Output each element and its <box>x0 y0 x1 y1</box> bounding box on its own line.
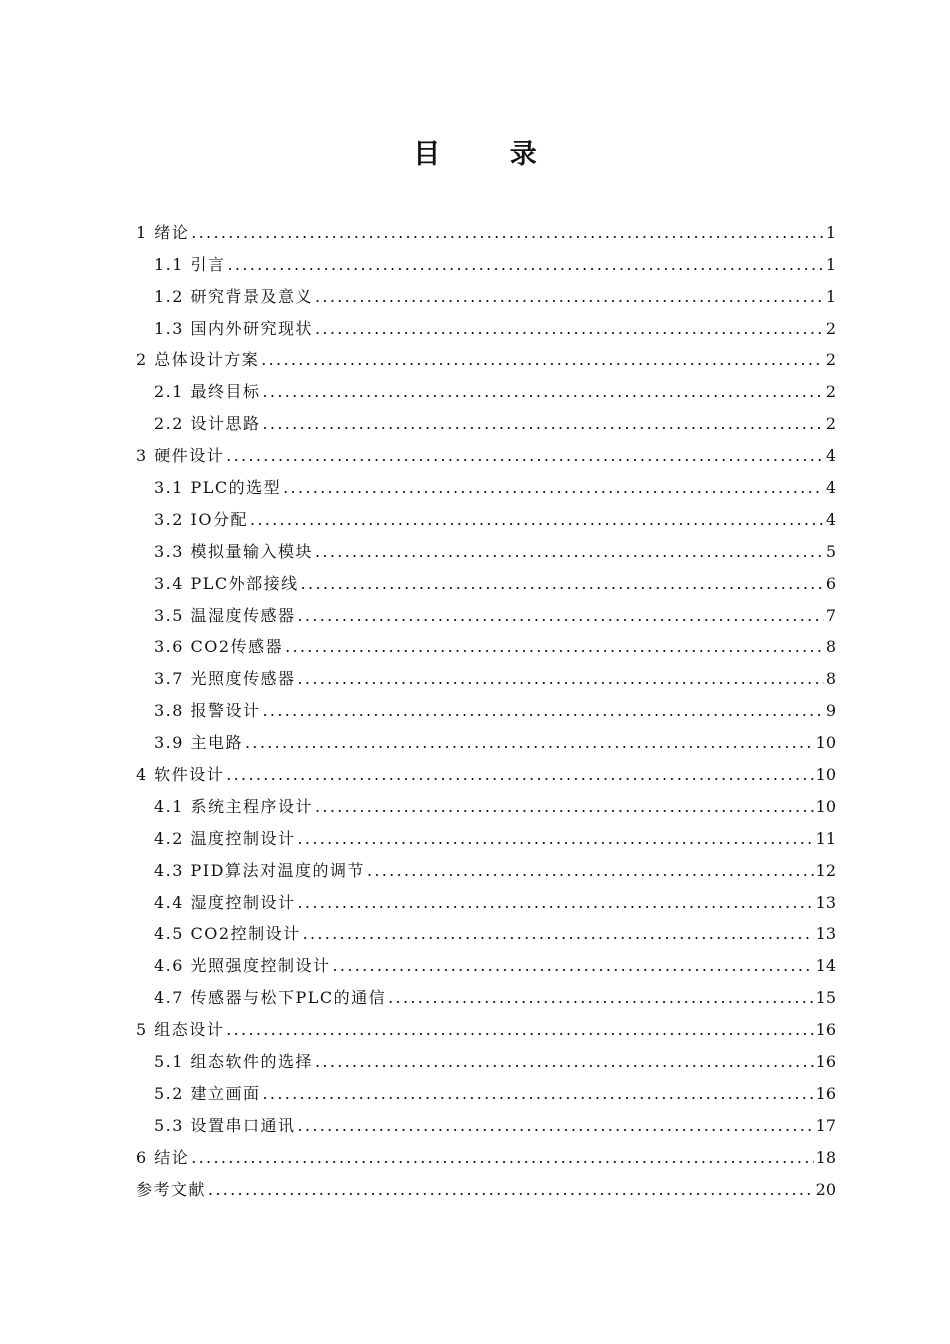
toc-entry-page: 4 <box>825 446 836 466</box>
toc-entry-page: 7 <box>825 605 836 625</box>
toc-leader-dots <box>301 576 824 592</box>
toc-entry-label: 3.7 光照度传感器 <box>154 669 296 689</box>
toc-entry-page: 20 <box>815 1179 836 1199</box>
toc-entry[interactable] <box>136 917 836 949</box>
toc-entry[interactable] <box>136 566 836 598</box>
toc-entry-label: 3.9 主电路 <box>154 733 244 753</box>
toc-entry-page: 6 <box>825 573 836 593</box>
toc-entry-label: 1.1 引言 <box>154 254 226 274</box>
toc-entry[interactable] <box>136 279 836 311</box>
toc-leader-dots <box>333 958 814 974</box>
toc-entry-label: 3.5 温湿度传感器 <box>154 605 296 625</box>
toc-entry-label: 5 组态设计 <box>136 1020 225 1040</box>
toc-leader-dots <box>315 544 824 560</box>
toc-entry[interactable] <box>136 470 836 502</box>
toc-entry-label: 4.1 系统主程序设计 <box>154 796 314 816</box>
toc-entry-label: 4.5 CO2控制设计 <box>154 924 301 944</box>
toc-entry-label: 4.3 PID算法对温度的调节 <box>154 860 365 880</box>
toc-entry-page: 10 <box>815 733 836 753</box>
toc-entry-label: 1 绪论 <box>136 222 190 242</box>
toc-entry-page: 8 <box>825 637 836 657</box>
toc-entry-label: 3.2 IO分配 <box>154 509 248 529</box>
toc-entry-page: 13 <box>815 924 836 944</box>
toc-leader-dots <box>315 289 824 305</box>
toc-entry-label: 4.7 传感器与松下PLC的通信 <box>154 988 387 1008</box>
toc-leader-dots <box>298 1118 814 1134</box>
toc-entry-page: 16 <box>815 1020 836 1040</box>
toc-leader-dots <box>208 1182 814 1198</box>
toc-title: 目 录 <box>413 139 567 170</box>
toc-entry-label: 3.3 模拟量输入模块 <box>154 541 314 561</box>
toc-entry-page: 16 <box>815 1052 836 1072</box>
toc-entry[interactable] <box>136 406 836 438</box>
toc-entry[interactable] <box>136 1172 836 1204</box>
toc-entry[interactable] <box>136 1044 836 1076</box>
toc-entry-label: 4 软件设计 <box>136 765 225 785</box>
toc-entry[interactable] <box>136 374 836 406</box>
toc-entry-page: 15 <box>815 988 836 1008</box>
toc-entry-label: 3.4 PLC外部接线 <box>154 573 299 593</box>
toc-entry[interactable] <box>136 1140 836 1172</box>
toc-entry-label: 5.1 组态软件的选择 <box>154 1052 314 1072</box>
toc-entry[interactable] <box>136 1076 836 1108</box>
toc-entry[interactable] <box>136 980 836 1012</box>
toc-entry-page: 11 <box>815 828 836 848</box>
toc-leader-dots <box>250 512 824 528</box>
toc-leader-dots <box>226 767 813 783</box>
toc-leader-dots <box>298 831 814 847</box>
toc-entry-label: 1.3 国内外研究现状 <box>154 318 314 338</box>
toc-leader-dots <box>283 480 824 496</box>
toc-leader-dots <box>263 416 824 432</box>
toc-entry-page: 1 <box>825 222 836 242</box>
toc-entry-page: 4 <box>825 509 836 529</box>
toc-entry[interactable] <box>136 630 836 662</box>
toc-entry-label: 4.4 湿度控制设计 <box>154 892 296 912</box>
toc-leader-dots <box>226 1022 813 1038</box>
toc-leader-dots <box>298 608 824 624</box>
toc-leader-dots <box>263 703 824 719</box>
toc-entry-page: 9 <box>825 701 836 721</box>
toc-entry-page: 14 <box>815 956 836 976</box>
toc-entry[interactable] <box>136 1012 836 1044</box>
toc-entry[interactable] <box>136 343 836 375</box>
toc-entry-label: 2.2 设计思路 <box>154 414 261 434</box>
toc-entry-label: 参考文献 <box>136 1179 207 1199</box>
toc-entry[interactable] <box>136 534 836 566</box>
toc-entry-page: 1 <box>825 286 836 306</box>
toc-leader-dots <box>226 448 824 464</box>
toc-entry-page: 2 <box>825 414 836 434</box>
toc-leader-dots <box>388 990 813 1006</box>
toc-leader-dots <box>263 384 824 400</box>
toc-entry[interactable] <box>136 885 836 917</box>
toc-entry[interactable] <box>136 821 836 853</box>
toc-entry-label: 5.3 设置串口通讯 <box>154 1115 296 1135</box>
toc-entry-page: 2 <box>825 318 836 338</box>
toc-entry-label: 5.2 建立画面 <box>154 1083 261 1103</box>
toc-entry-label: 6 结论 <box>136 1147 190 1167</box>
toc-entry-label: 3.8 报警设计 <box>154 701 261 721</box>
toc-entry-page: 13 <box>815 892 836 912</box>
toc-entry-page: 16 <box>815 1083 836 1103</box>
toc-entry-page: 4 <box>825 478 836 498</box>
toc-entry-page: 2 <box>825 382 836 402</box>
toc-entry[interactable] <box>136 1108 836 1140</box>
toc-entry-label: 2.1 最终目标 <box>154 382 261 402</box>
toc-entry[interactable] <box>136 789 836 821</box>
toc-leader-dots <box>367 863 814 879</box>
toc-leader-dots <box>315 321 824 337</box>
toc-leader-dots <box>298 671 824 687</box>
toc-leader-dots <box>298 895 814 911</box>
toc-entry-page: 12 <box>815 860 836 880</box>
toc-entry-page: 17 <box>815 1115 836 1135</box>
toc-entry-page: 5 <box>825 541 836 561</box>
toc-leader-dots <box>228 257 824 273</box>
toc-entry-page: 2 <box>825 350 836 370</box>
toc-leader-dots <box>315 799 814 815</box>
toc-leader-dots <box>263 1086 814 1102</box>
toc-entry[interactable] <box>136 502 836 534</box>
toc-entry[interactable] <box>136 311 836 343</box>
toc-entry-label: 3 硬件设计 <box>136 446 225 466</box>
toc-list <box>136 215 836 1204</box>
toc-entry[interactable] <box>136 693 836 725</box>
toc-entry[interactable] <box>136 725 836 757</box>
toc-entry-label: 3.1 PLC的选型 <box>154 478 282 498</box>
toc-entry-page: 10 <box>815 765 836 785</box>
toc-leader-dots <box>191 225 824 241</box>
toc-entry-label: 1.2 研究背景及意义 <box>154 286 314 306</box>
toc-entry-label: 4.2 温度控制设计 <box>154 828 296 848</box>
toc-leader-dots <box>315 1054 814 1070</box>
toc-leader-dots <box>303 926 814 942</box>
toc-entry[interactable] <box>136 598 836 630</box>
toc-entry[interactable] <box>136 853 836 885</box>
toc-entry-page: 1 <box>825 254 836 274</box>
toc-entry[interactable] <box>136 438 836 470</box>
toc-entry-label: 3.6 CO2传感器 <box>154 637 284 657</box>
toc-entry[interactable] <box>136 757 836 789</box>
toc-leader-dots <box>261 352 824 368</box>
toc-entry-label: 4.6 光照强度控制设计 <box>154 956 331 976</box>
toc-entry-label: 2 总体设计方案 <box>136 350 260 370</box>
toc-entry[interactable] <box>136 247 836 279</box>
toc-entry[interactable] <box>136 661 836 693</box>
toc-entry-page: 10 <box>815 796 836 816</box>
toc-leader-dots <box>245 735 814 751</box>
toc-entry-page: 18 <box>815 1147 836 1167</box>
toc-leader-dots <box>285 639 824 655</box>
toc-entry[interactable] <box>136 215 836 247</box>
toc-leader-dots <box>191 1150 813 1166</box>
toc-entry[interactable] <box>136 948 836 980</box>
toc-entry-page: 8 <box>825 669 836 689</box>
